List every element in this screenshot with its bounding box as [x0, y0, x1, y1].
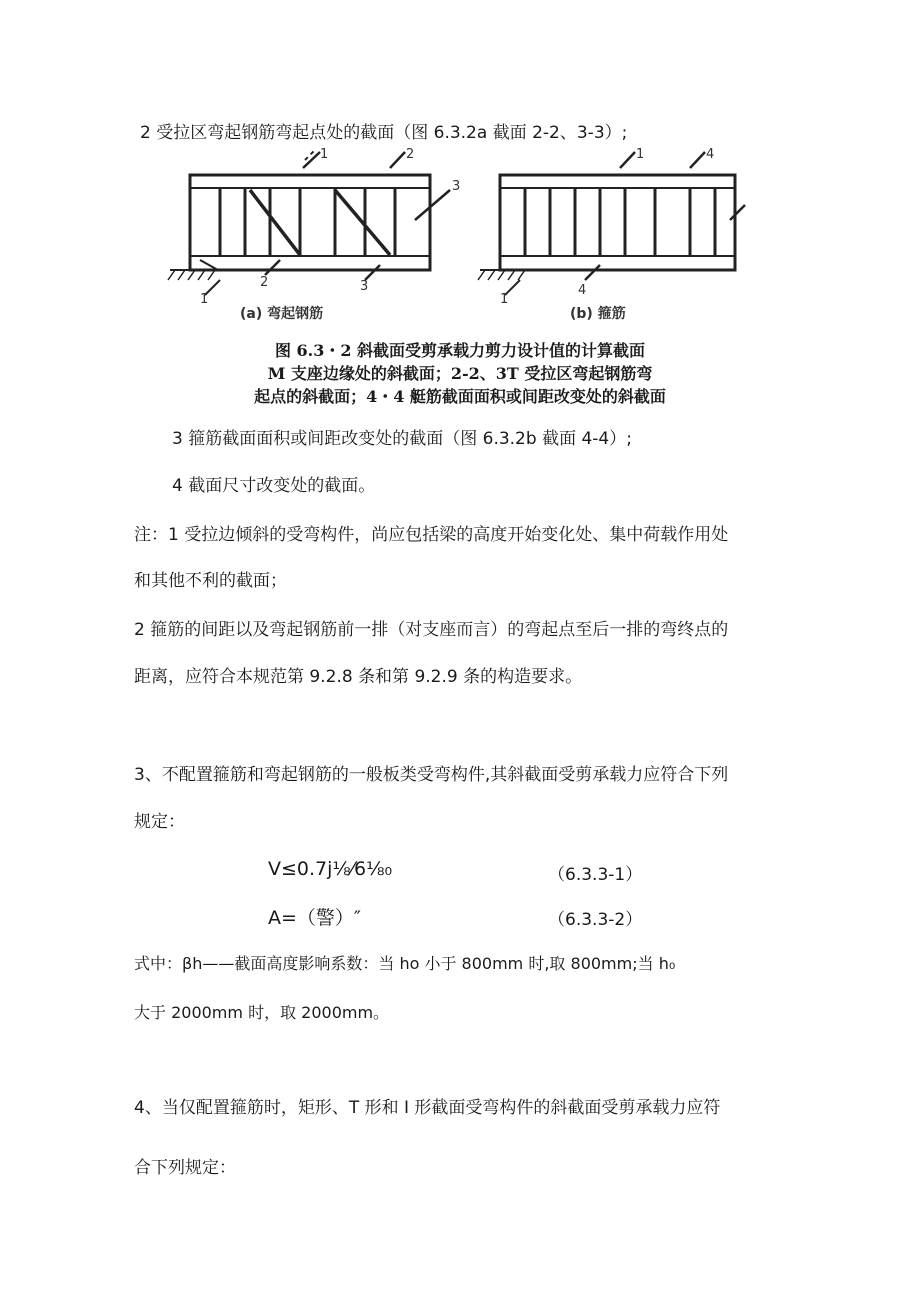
mark-a-2-top: 2 — [406, 147, 415, 162]
mark-a-1-bottom: 1 — [200, 292, 209, 307]
mark-a-3-bottom: 3 — [360, 279, 369, 294]
figure-label-b: (b) 箍筋 — [570, 306, 626, 322]
diagram-b — [478, 152, 745, 295]
equation-6-3-3-1: V≤0.7j⅛⁄6⅛₀ — [268, 858, 393, 880]
figure-6-3-2 — [160, 147, 760, 330]
equation-number-6-3-3-1: （6.3.3-1） — [548, 865, 643, 885]
item-3-text: 3 箍筋截面面积或间距改变处的截面（图 6.3.2b 截面 4-4）; — [172, 429, 632, 449]
beam-diagrams — [160, 147, 760, 330]
mark-b-4-bottom: 4 — [578, 283, 587, 298]
figure-caption-line-3: 起点的斜截面；4・4 艇筋截面面积或间距改变处的斜截面 — [254, 387, 666, 406]
figure-caption-line-2: M 支座边缘处的斜截面；2-2、3T 受拉区弯起钢筋弯 — [267, 364, 653, 383]
item-2-text: 2 受拉区弯起钢筋弯起点处的截面（图 6.3.2a 截面 2-2、3-3）; — [140, 123, 628, 143]
mark-a-3-right: 3 — [452, 179, 461, 194]
where-line-2: 大于 2000mm 时，取 2000mm。 — [134, 1003, 390, 1022]
note-2-line-2: 距离，应符合本规范第 9.2.8 条和第 9.2.9 条的构造要求。 — [134, 667, 583, 687]
section-3-line-1: 3、不配置箍筋和弯起钢筋的一般板类受弯构件,其斜截面受剪承载力应符合下列 — [134, 765, 729, 785]
section-4-line-1: 4、当仅配置箍筋时，矩形、T 形和 I 形截面受弯构件的斜截面受剪承载力应符 — [134, 1098, 721, 1118]
mark-b-1-bottom: 1 — [500, 292, 509, 307]
where-line-1: 式中：βh——截面高度影响系数：当 ho 小于 800mm 时,取 800mm;当 h₀ — [134, 954, 676, 973]
equation-number-6-3-3-2: （6.3.3-2） — [548, 910, 643, 930]
figure-label-a: (a) 弯起钢筋 — [240, 306, 324, 322]
section-4-line-2: 合下列规定： — [134, 1158, 236, 1178]
mark-b-1-top: 1 — [636, 147, 645, 162]
note-2-line-1: 2 箍筋的间距以及弯起钢筋前一排（对支座而言）的弯起点至后一排的弯终点的 — [134, 620, 729, 640]
section-3-line-2: 规定： — [134, 812, 185, 832]
mark-a-2-bottom: 2 — [260, 275, 269, 290]
figure-caption-line-1: 图 6.3・2 斜截面受剪承载力剪力设计值的计算截面 — [274, 341, 646, 360]
note-1-line-2: 和其他不利的截面； — [134, 571, 287, 591]
equation-6-3-3-2: A=（警）″ — [268, 907, 362, 929]
mark-b-4-top: 4 — [706, 147, 715, 162]
note-1-line-1: 注：1 受拉边倾斜的受弯构件，尚应包括梁的高度开始变化处、集中荷载作用处 — [134, 525, 729, 545]
diagram-a — [168, 150, 450, 295]
item-4-text: 4 截面尺寸改变处的截面。 — [172, 476, 376, 496]
mark-a-1-top: 1 — [320, 147, 329, 162]
